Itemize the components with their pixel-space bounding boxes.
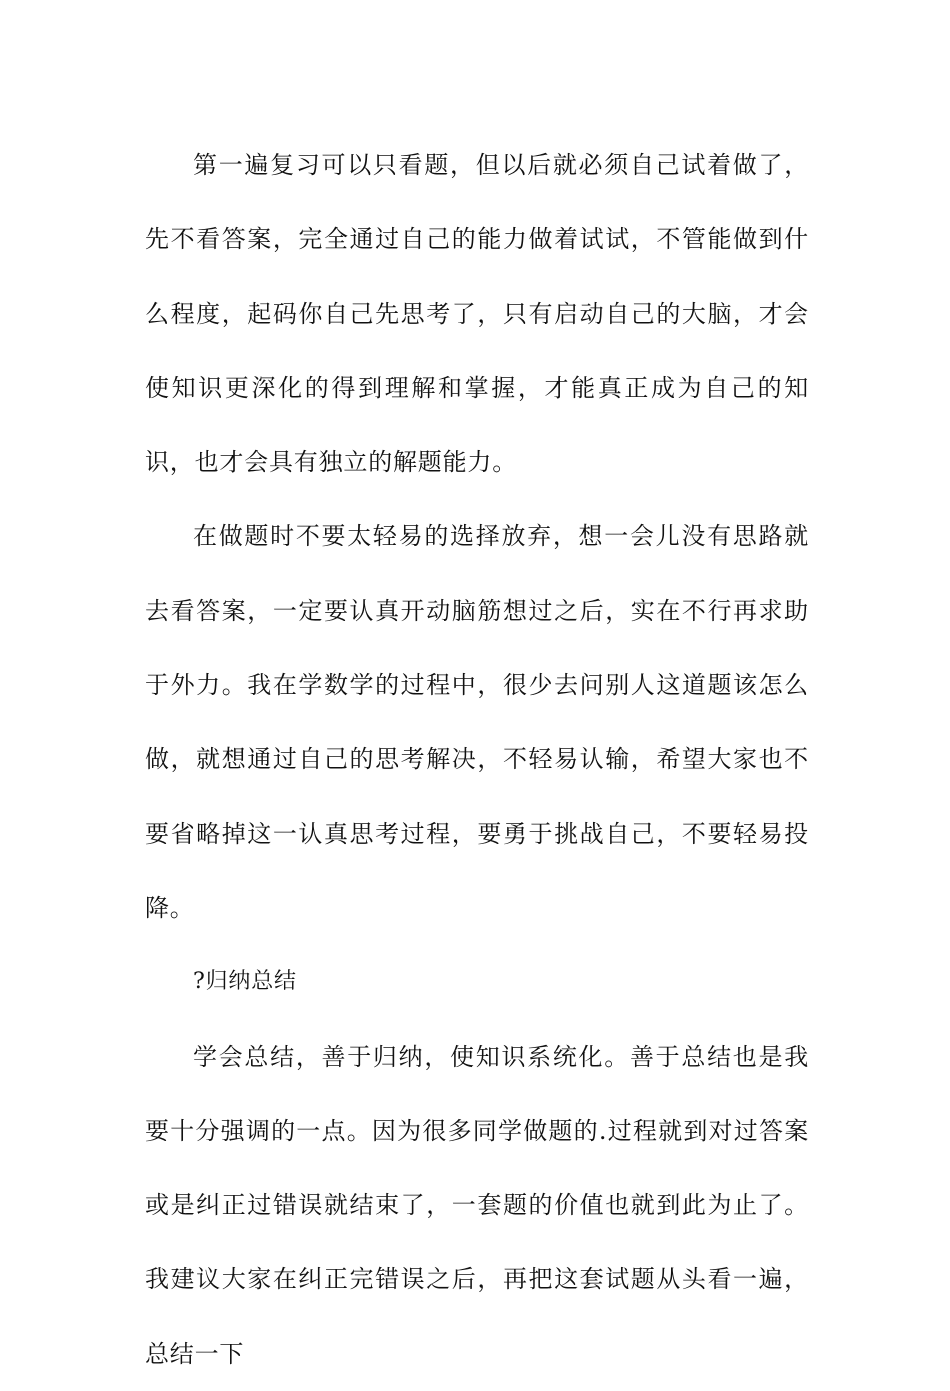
paragraph-summarize: 学会总结，善于归纳，使知识系统化。善于总结也是我要十分强调的一点。因为很多同学做题的.过程就到对过答案或是纠正过错误就结束了，一套题的价值也就到此为止了。我建议大家在纠正完错误之后，再把这套试题从头看一遍，总结一下 <box>145 1042 809 1368</box>
document-body <box>145 128 809 1391</box>
section-heading: ?归纳总结 <box>193 969 297 995</box>
paragraph-independent-practice: 第一遍复习可以只看题，但以后就必须自己试着做了，先不看答案，完全通过自己的能力做着试试，不管能做到什么程度，起码你自己先思考了，只有启动自己的大脑，才会使知识更深化的得到理解和掌握，才能真正成为自己的知识，也才会具有独立的解题能力。 <box>145 151 809 477</box>
paragraph-dont-give-up: 在做题时不要太轻易的选择放弃，想一会儿没有思路就去看答案，一定要认真开动脑筋想过之后，实在不行再求助于外力。我在学数学的过程中，很少去问别人这道题该怎么做，就想通过自己的思考解决，不轻易认输，希望大家也不要省略掉这一认真思考过程，要勇于挑战自己，不要轻易投降。 <box>145 522 809 922</box>
